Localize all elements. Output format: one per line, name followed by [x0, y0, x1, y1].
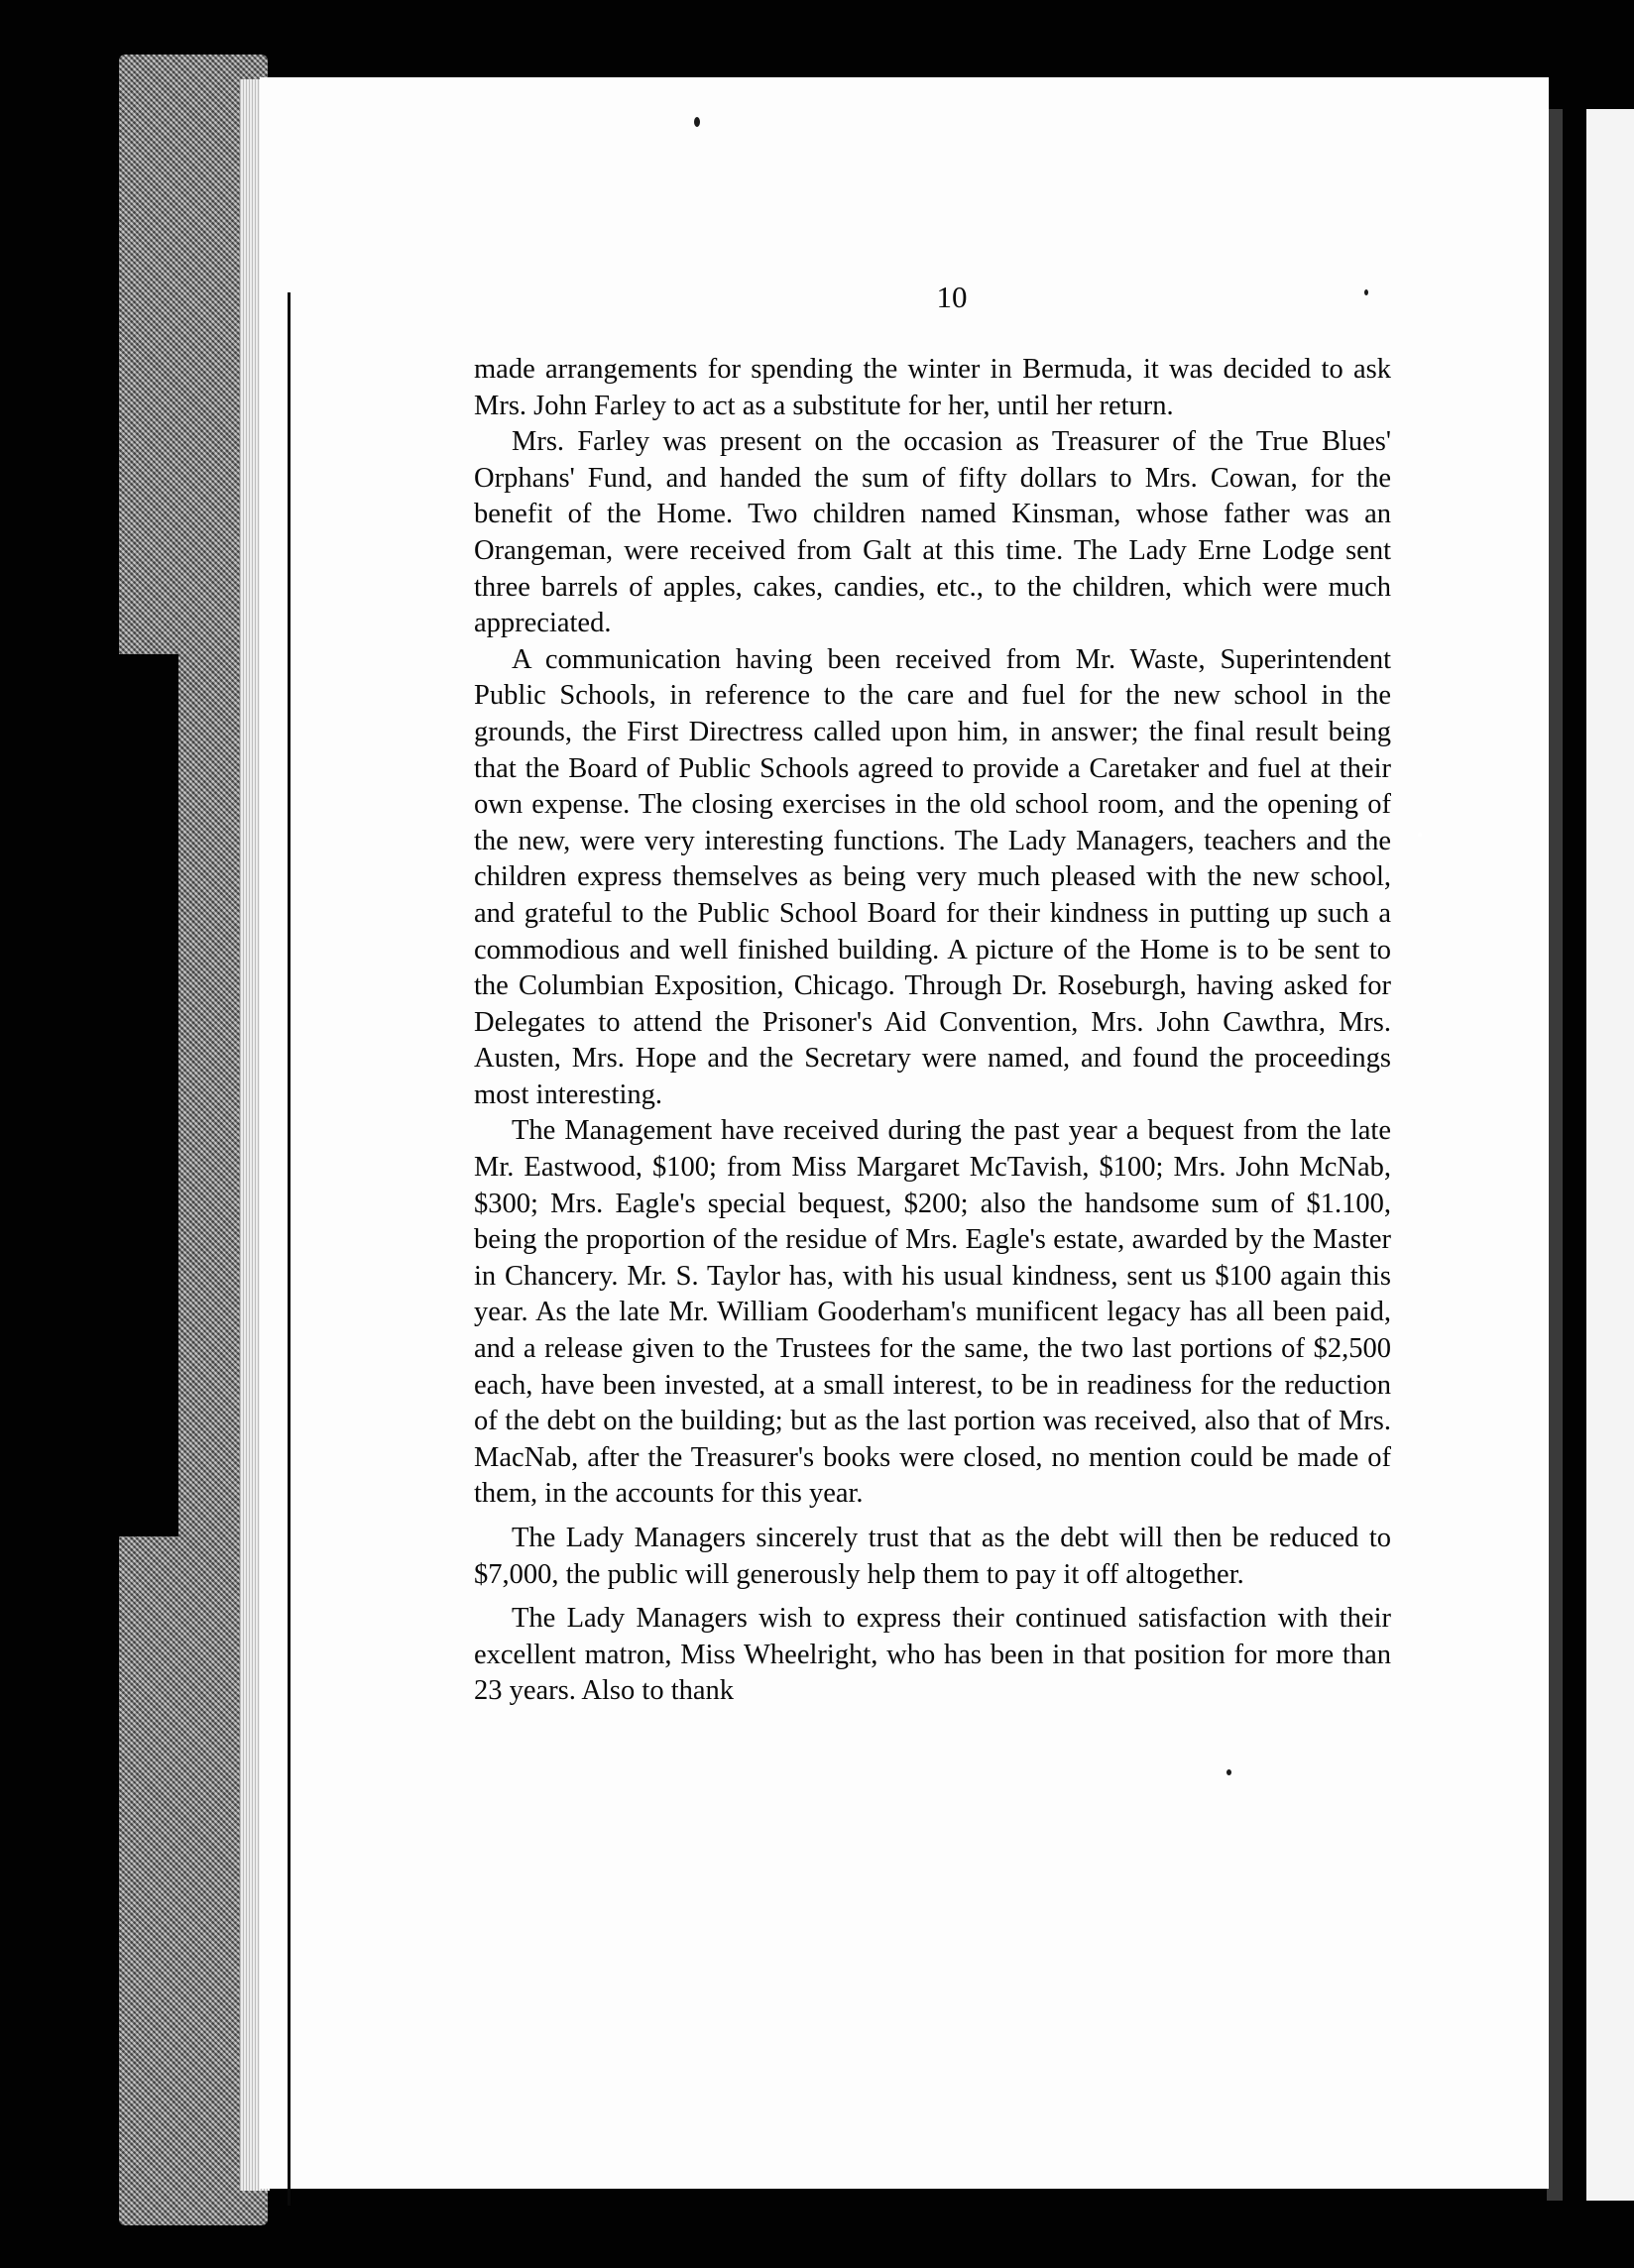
paragraph: Mrs. Farley was present on the occasion as Treasurer of the True Blues' Orphans' Fund, and handed the sum of fifty dollars to Mrs. Cowan, for the benefit of the Home. Two children named Kinsman, whose father was an Orangeman, were received from Galt at this time. The Lady Erne Lodge sent three barrels of apples, cakes, candies, etc., to the children, which were much appreciated.	[474, 426, 1391, 639]
book-cover-right-strip	[1547, 109, 1563, 2201]
scan-speck	[1418, 833, 1422, 837]
paragraph: made arrangements for spending the winter in Bermuda, it was decided to ask Mrs. John Farley to act as a substitute for her, until her return.	[474, 354, 1391, 421]
paragraph: The Lady Managers sincerely trust that as the debt will then be reduced to $7,000, the public will generously help them to pay it off altogether.	[474, 1523, 1391, 1590]
scan-speck	[1364, 289, 1368, 295]
page-number: 10	[936, 280, 968, 314]
margin-rule	[288, 292, 291, 2206]
cover-shadow	[119, 654, 178, 1536]
scan-speck	[1226, 1769, 1231, 1775]
paragraph: The Lady Managers wish to express their continued satisfaction with their excellent matron, Miss Wheelright, who has been in that position for more than 23 years. Also to thank	[474, 1603, 1391, 1707]
facing-page-edge	[1586, 109, 1634, 2201]
paragraph: A communication having been received from Mr. Waste, Superintendent Public Schools, in reference to the care and fuel for the new school in the grounds, the First Directress called upon him, in answer; the final result being that the Board of Public Schools agreed to provide a Caretaker and fuel at their own expense. The closing exercises in the old school room, and the opening of the new, were very interesting functions. The Lady Managers, teachers and the children express themselves as being very much pleased with the new school, and grateful to the Public School Board for their kindness in putting up such a commodious and well finished building. A picture of the Home is to be sent to the Columbian Exposition, Chicago. Through Dr. Roseburgh, having asked for Delegates to attend the Prisoner's Aid Convention, Mrs. John Cawthra, Mrs. Austen, Mrs. Hope and the Secretary were named, and found the proceedings most interesting.	[474, 643, 1391, 1110]
body-text	[474, 352, 1391, 1710]
paragraph: The Management have received during the past year a bequest from the late Mr. Eastwood, $100; from Miss Margaret McTavish, $100; Mrs. John McNab, $300; Mrs. Eagle's special bequest, $200; also the handsome sum of $1.100, being the proportion of the residue of Mrs. Eagle's estate, awarded by the Master in Chancery. Mr. S. Taylor has, with his usual kindness, sent us $100 again this year. As the late Mr. William Gooderham's munificent legacy has all been paid, and a release given to the Trustees for the same, the two last portions of $2,500 each, have been invested, at a small interest, to be in readiness for the reduction of the debt on the building; but as the last portion was received, also that of Mrs. MacNab, after the Treasurer's books were closed, no mention could be made of them, in the accounts for this year.	[474, 1115, 1391, 1510]
scan-speck	[694, 117, 700, 127]
